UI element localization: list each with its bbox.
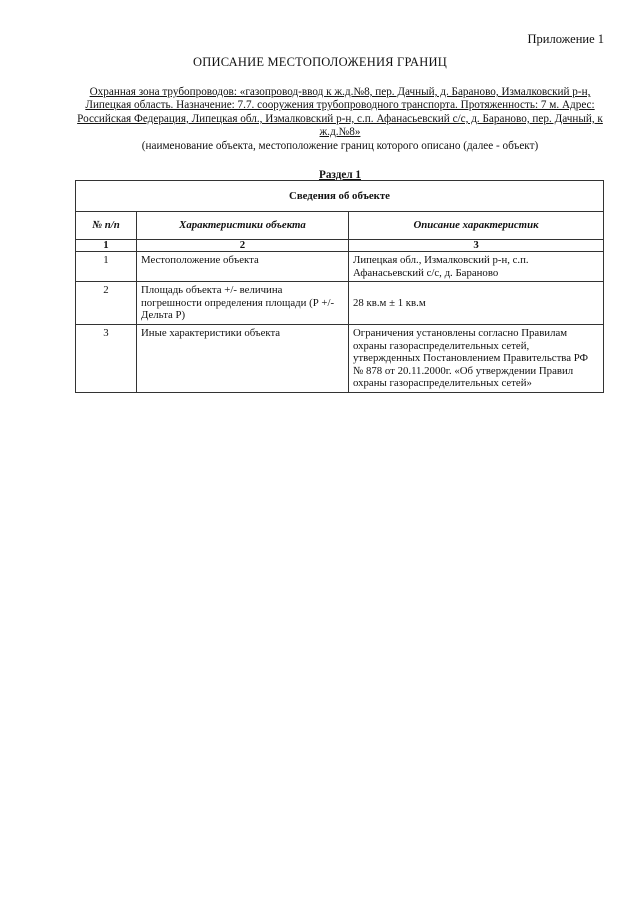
row-num: 3 (76, 324, 137, 392)
row-characteristic: Местоположение объекта (137, 252, 349, 282)
row-characteristic: Площадь объекта +/- величина погрешности определения площади (Р +/- Дельта Р) (137, 282, 349, 325)
header-characteristic: Характеристики объекта (137, 212, 349, 240)
table-column-numbers-row (76, 240, 604, 252)
row-num: 1 (76, 252, 137, 282)
row-characteristic: Иные характеристики объекта (137, 324, 349, 392)
object-caption: (наименование объекта, местоположение границ которого описано (далее - объект) (141, 140, 539, 152)
section-title: Раздел 1 (318, 169, 361, 181)
row-description: 28 кв.м ± 1 кв.м (349, 282, 604, 325)
object-info-table (75, 180, 604, 393)
column-number: 2 (137, 240, 349, 252)
row-description: Липецкая обл., Измалковский р-н, с.п. Афанасьевский с/с, д. Бараново (349, 252, 604, 282)
header-num: № п/п (76, 212, 137, 240)
row-description: Ограничения установлены согласно Правилам охраны газораспределительных сетей, утвержденных Постановлением Правительства РФ № 878 от 20.11.2000г. «Об утверждении Правил охраны газораспределительных сетей» (349, 324, 604, 392)
column-number: 3 (349, 240, 604, 252)
table-caption: Сведения об объекте (76, 181, 604, 212)
table-caption-row (76, 181, 604, 212)
table-row (76, 282, 604, 325)
column-number: 1 (76, 240, 137, 252)
document-title: ОПИСАНИЕ МЕСТОПОЛОЖЕНИЯ ГРАНИЦ (193, 55, 447, 69)
appendix-label: Приложение 1 (527, 32, 604, 46)
header-description: Описание характеристик (349, 212, 604, 240)
table-row (76, 324, 604, 392)
table-header-row (76, 212, 604, 240)
table-row (76, 252, 604, 282)
row-num: 2 (76, 282, 137, 325)
object-name: Охранная зона трубопроводов: «газопровод-ввод к ж.д.№8, пер. Дачный, д. Бараново, Измалковский р-н, Липецкая область. Назначение: 7.7. сооружения трубопроводного транспорта. Протяженность: 7 м. Адрес: Российская Федерация, Липецкая обл., Измалковский р-н, с.п. Афанасьевский с/с, д. Бараново, пер. Дачный, к ж.д.№8» (77, 86, 603, 139)
